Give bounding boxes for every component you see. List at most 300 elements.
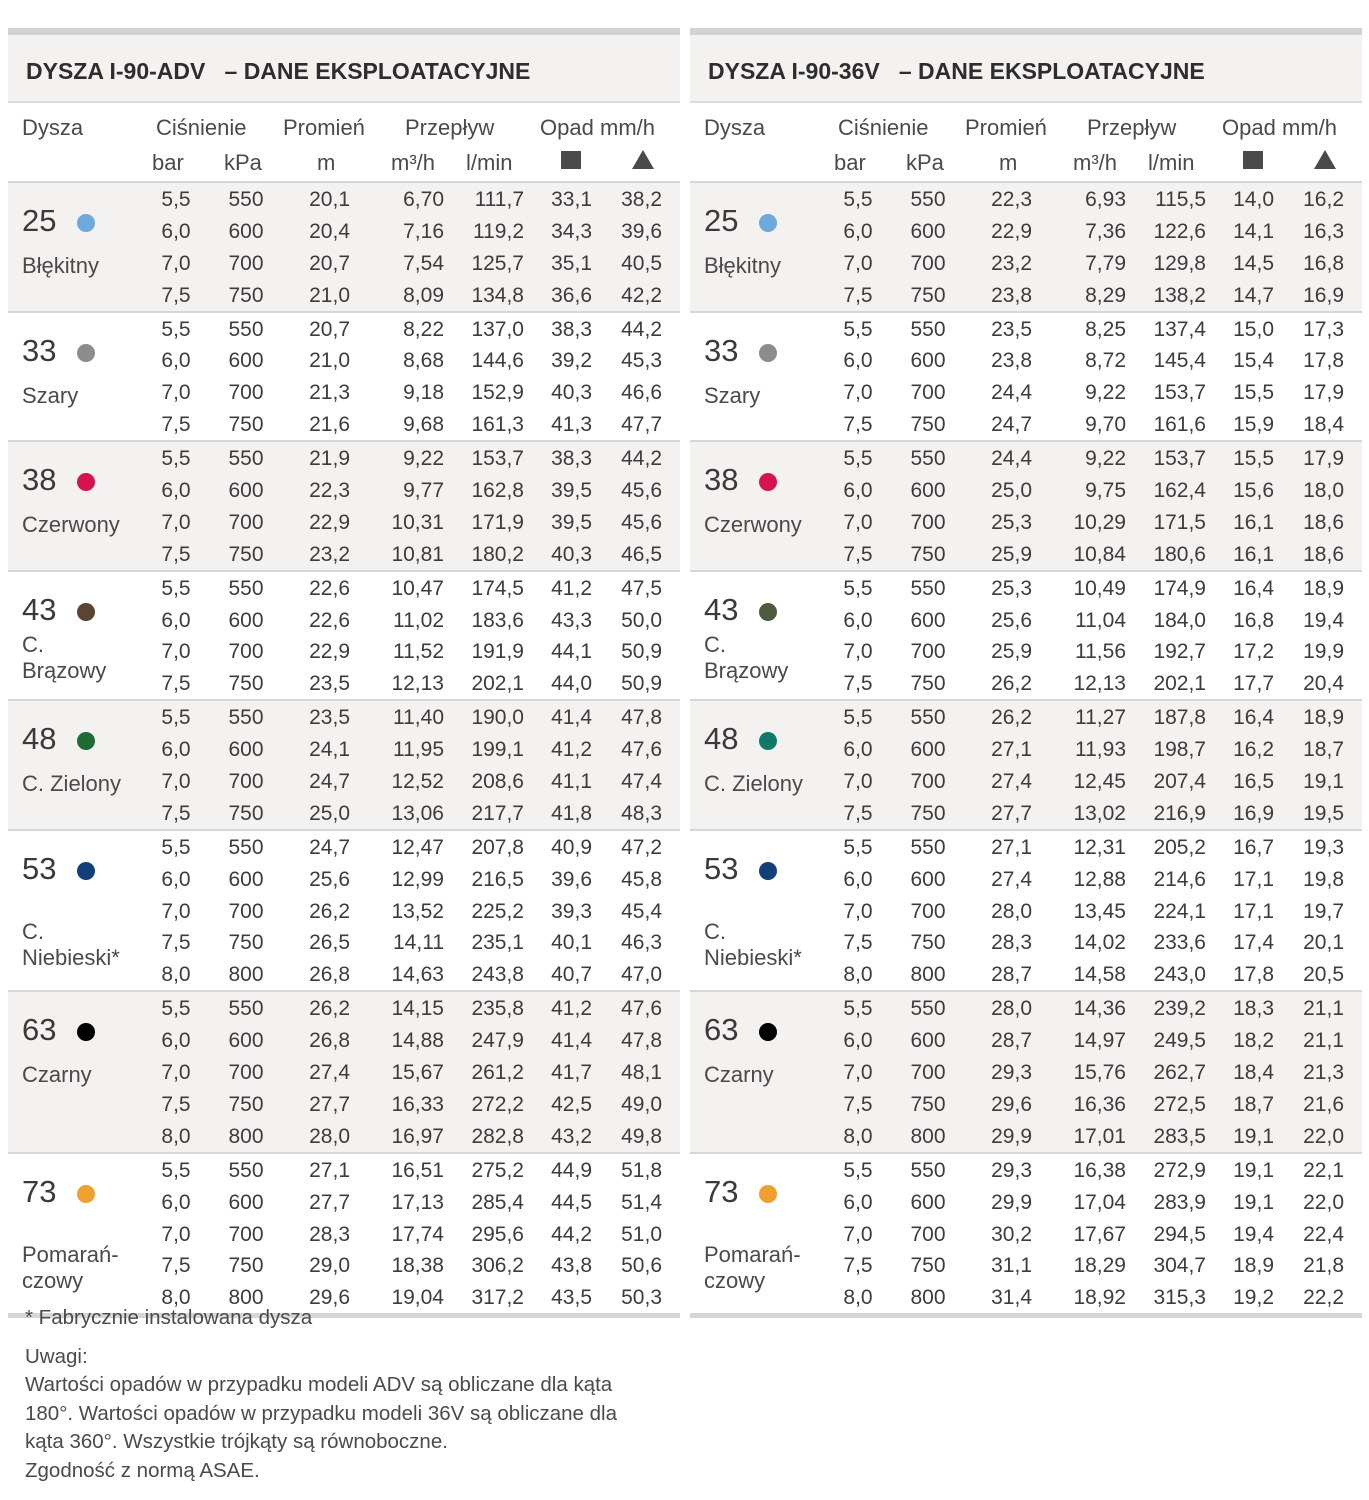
table-cell: 16,7 <box>1233 835 1274 859</box>
nozzle-group-25 <box>8 183 680 313</box>
table-cell: 22,2 <box>1303 1286 1344 1310</box>
table-cell: 50,3 <box>621 1286 662 1310</box>
table-cell: 161,3 <box>471 413 524 437</box>
table-cell: 6,0 <box>161 349 191 373</box>
table-cell: 239,2 <box>1153 997 1206 1021</box>
table-cell: 283,9 <box>1153 1190 1206 1214</box>
table-cell: 24,1 <box>309 738 350 762</box>
table-cell: 11,27 <box>1075 706 1126 730</box>
table-row <box>690 215 1362 247</box>
table-cell: 21,0 <box>309 283 350 307</box>
table-cell: 18,3 <box>1233 997 1274 1021</box>
header-opad-unit: mm/h <box>1282 115 1337 140</box>
table-cell: 30,2 <box>991 1222 1032 1246</box>
table-cell: 41,3 <box>551 413 592 437</box>
header-lmin: l/min <box>1148 150 1195 175</box>
table-row <box>690 572 1362 604</box>
table-cell: 24,7 <box>309 770 350 794</box>
table-cell: 45,4 <box>621 899 662 923</box>
table-cell: 47,2 <box>621 835 662 859</box>
table-cell: 22,1 <box>1303 1158 1344 1182</box>
table-cell: 47,8 <box>621 1029 662 1053</box>
table-cell: 7,0 <box>843 770 873 794</box>
table-cell: 111,7 <box>474 188 524 211</box>
nozzle-color-name: Pomarań- czowy <box>22 1241 119 1293</box>
table-cell: 5,5 <box>843 997 873 1021</box>
table-cell: 23,8 <box>991 349 1032 373</box>
table-cell: 295,6 <box>471 1222 524 1246</box>
table-row <box>8 376 680 408</box>
table-cell: 243,0 <box>1153 963 1206 987</box>
table-row <box>690 733 1362 765</box>
table-cell: 25,3 <box>991 576 1032 600</box>
table-row <box>8 1186 680 1218</box>
table-row <box>8 667 680 699</box>
table-cell: 6,0 <box>843 1029 873 1053</box>
table-cell: 19,8 <box>1303 867 1344 891</box>
table-row <box>690 895 1362 927</box>
table-cell: 15,5 <box>1233 447 1274 471</box>
table-cell: 207,4 <box>1153 770 1206 794</box>
table-body <box>690 183 1362 1318</box>
table-cell: 31,4 <box>991 1286 1032 1310</box>
table-cell: 28,3 <box>309 1222 350 1246</box>
table-cell: 29,3 <box>991 1158 1032 1182</box>
table-cell: 9,22 <box>403 447 444 471</box>
table-cell: 600 <box>910 1029 946 1053</box>
table-cell: 16,51 <box>391 1158 444 1182</box>
table-cell: 29,3 <box>991 1061 1032 1085</box>
table-cell: 26,5 <box>309 931 350 955</box>
nozzle-group-63 <box>690 992 1362 1153</box>
table-cell: 45,6 <box>621 510 662 534</box>
table-cell: 184,0 <box>1153 608 1206 632</box>
table-cell: 261,2 <box>471 1061 524 1085</box>
table-cell: 800 <box>228 1286 264 1310</box>
table-cell: 145,4 <box>1153 349 1206 373</box>
table-cell: 7,0 <box>843 899 873 923</box>
table-cell: 47,4 <box>621 770 662 794</box>
table-cell: 283,5 <box>1153 1124 1206 1148</box>
table-cell: 16,5 <box>1233 770 1274 794</box>
table-cell: 22,6 <box>309 576 350 600</box>
table-cell: 174,5 <box>471 576 524 600</box>
table-cell: 17,8 <box>1233 963 1274 987</box>
table-cell: 41,2 <box>551 997 592 1021</box>
table-cell: 39,2 <box>551 349 592 373</box>
table-cell: 6,70 <box>403 188 444 211</box>
table-cell: 152,9 <box>471 381 524 405</box>
table-cell: 8,0 <box>161 1124 191 1148</box>
nozzle-number: 33 <box>704 332 739 368</box>
header-kpa: kPa <box>906 150 944 175</box>
table-cell: 192,7 <box>1153 640 1206 664</box>
table-cell: 144,6 <box>471 349 524 373</box>
table-cell: 550 <box>228 1158 264 1182</box>
table-cell: 19,4 <box>1233 1222 1274 1246</box>
table-cell: 243,8 <box>471 963 524 987</box>
table-cell: 16,4 <box>1233 706 1274 730</box>
table-cell: 11,40 <box>393 706 444 730</box>
table-cell: 317,2 <box>471 1286 524 1310</box>
table-row <box>690 604 1362 636</box>
table-cell: 5,5 <box>843 1158 873 1182</box>
table-cell: 43,3 <box>551 608 592 632</box>
table-cell: 22,6 <box>309 608 350 632</box>
table-cell: 28,0 <box>991 899 1032 923</box>
table-cell: 16,9 <box>1303 283 1344 307</box>
table-cell: 19,9 <box>1303 640 1344 664</box>
table-cell: 700 <box>910 251 946 275</box>
table-cell: 35,1 <box>551 251 592 275</box>
table-cell: 9,68 <box>403 413 444 437</box>
table-cell: 750 <box>228 413 264 437</box>
table-cell: 6,0 <box>161 479 191 503</box>
table-cell: 550 <box>910 706 946 730</box>
table-cell: 115,5 <box>1155 188 1206 211</box>
table-cell: 7,5 <box>161 413 191 437</box>
table-cell: 20,1 <box>1303 931 1344 955</box>
table-cell: 7,79 <box>1085 251 1126 275</box>
table-cell: 187,8 <box>1153 706 1206 730</box>
table-row <box>8 313 680 345</box>
table-row <box>8 572 680 604</box>
nozzle-number: 48 <box>22 721 57 757</box>
table-cell: 700 <box>228 770 264 794</box>
table-cell: 205,2 <box>1153 835 1206 859</box>
table-cell: 5,5 <box>161 835 191 859</box>
table-cell: 16,8 <box>1233 608 1274 632</box>
table-cell: 5,5 <box>161 706 191 730</box>
table-cell: 24,4 <box>991 381 1032 405</box>
table-cell: 18,7 <box>1303 738 1344 762</box>
table-cell: 39,5 <box>551 510 592 534</box>
table-cell: 17,67 <box>1073 1222 1126 1246</box>
table-cell: 28,3 <box>991 931 1032 955</box>
table-cell: 7,5 <box>161 672 191 696</box>
table-cell: 17,1 <box>1233 867 1274 891</box>
nozzle-group-53 <box>690 831 1362 992</box>
table-cell: 21,1 <box>1303 997 1344 1021</box>
table-cell: 600 <box>910 867 946 891</box>
table-cell: 13,06 <box>391 801 444 825</box>
table-cell: 46,5 <box>621 542 662 566</box>
table-cell: 10,29 <box>1073 510 1126 534</box>
header-przeplyw: Przepływ <box>405 115 495 140</box>
header-bar: bar <box>834 150 866 175</box>
table-cell: 7,0 <box>161 1222 191 1246</box>
table-cell: 25,6 <box>309 867 350 891</box>
table-row <box>690 635 1362 667</box>
table-cell: 16,1 <box>1233 510 1274 534</box>
table-cell: 6,0 <box>843 1190 873 1214</box>
top-rule <box>690 28 1362 35</box>
table-cell: 11,04 <box>1075 608 1126 632</box>
table-cell: 24,4 <box>991 447 1032 471</box>
table-cell: 15,0 <box>1233 317 1274 341</box>
table-cell: 21,0 <box>309 349 350 373</box>
table-cell: 190,0 <box>471 706 524 730</box>
table-cell: 22,9 <box>309 510 350 534</box>
table-cell: 18,9 <box>1303 706 1344 730</box>
table-cell: 42,5 <box>551 1092 592 1116</box>
table-row <box>8 895 680 927</box>
header-bar: bar <box>152 150 184 175</box>
table-cell: 41,7 <box>551 1061 592 1085</box>
table-cell: 19,7 <box>1303 899 1344 923</box>
nozzle-group-33 <box>8 313 680 443</box>
table-cell: 17,7 <box>1233 672 1274 696</box>
table-cell: 700 <box>910 1061 946 1085</box>
table-row <box>690 926 1362 958</box>
table-cell: 12,45 <box>1073 770 1126 794</box>
nozzle-number: 63 <box>704 1012 739 1048</box>
table-row <box>690 765 1362 797</box>
table-cell: 750 <box>910 931 946 955</box>
table-cell: 15,67 <box>391 1061 444 1085</box>
table-cell: 800 <box>910 1124 946 1148</box>
table-cell: 41,1 <box>551 770 592 794</box>
table-cell: 7,16 <box>403 219 444 243</box>
table-cell: 11,02 <box>393 608 444 632</box>
table-row <box>690 863 1362 895</box>
table-cell: 47,5 <box>621 576 662 600</box>
table-cell: 119,2 <box>473 219 524 243</box>
table-cell: 233,6 <box>1153 931 1206 955</box>
table-cell: 14,97 <box>1073 1029 1126 1053</box>
table-row <box>8 1154 680 1186</box>
table-row <box>690 1249 1362 1281</box>
table-cell: 38,3 <box>551 317 592 341</box>
table-cell: 14,1 <box>1233 219 1274 243</box>
table-cell: 29,0 <box>309 1254 350 1278</box>
table-cell: 45,3 <box>621 349 662 373</box>
table-cell: 19,04 <box>391 1286 444 1310</box>
nozzle-color-name: Szary <box>22 382 79 408</box>
table-row <box>690 344 1362 376</box>
table-cell: 8,72 <box>1085 349 1126 373</box>
table-cell: 202,1 <box>471 672 524 696</box>
table-adv <box>8 28 680 1318</box>
table-cell: 21,1 <box>1303 1029 1344 1053</box>
nozzle-color-name: Błękitny <box>704 253 782 278</box>
table-cell: 315,3 <box>1153 1286 1206 1310</box>
header-m3h: m³/h <box>1073 150 1117 175</box>
table-cell: 39,6 <box>551 867 592 891</box>
header-opad-unit: mm/h <box>600 115 655 140</box>
table-cell: 45,6 <box>621 479 662 503</box>
table-cell: 6,0 <box>161 867 191 891</box>
table-cell: 600 <box>910 608 946 632</box>
table-cell: 8,68 <box>403 349 444 373</box>
table-cell: 7,5 <box>843 283 873 307</box>
table-cell: 217,7 <box>471 801 524 825</box>
table-cell: 180,6 <box>1153 542 1206 566</box>
table-cell: 8,25 <box>1085 317 1126 341</box>
uwagi-label: Uwagi: <box>25 1344 88 1368</box>
table-cell: 9,70 <box>1085 413 1126 437</box>
table-cell: 208,6 <box>471 770 524 794</box>
table-cell: 750 <box>910 1092 946 1116</box>
table-cell: 7,0 <box>161 770 191 794</box>
table-cell: 42,2 <box>621 283 662 307</box>
table-cell: 800 <box>910 963 946 987</box>
table-cell: 153,7 <box>1153 447 1206 471</box>
table-row <box>8 442 680 474</box>
table-cell: 174,9 <box>1153 576 1206 600</box>
nozzle-group-63 <box>8 992 680 1153</box>
table-cell: 9,18 <box>403 381 444 405</box>
table-row <box>690 247 1362 279</box>
table-cell: 7,5 <box>843 801 873 825</box>
table-cell: 28,0 <box>991 997 1032 1021</box>
table-cell: 17,74 <box>391 1222 444 1246</box>
table-cell: 27,4 <box>309 1061 350 1085</box>
table-cell: 18,2 <box>1233 1029 1274 1053</box>
table-cell: 17,8 <box>1303 349 1344 373</box>
table-cell: 550 <box>910 317 946 341</box>
table-cell: 6,0 <box>161 1029 191 1053</box>
table-cell: 41,4 <box>551 1029 592 1053</box>
header-lmin: l/min <box>466 150 513 175</box>
table-cell: 134,8 <box>471 283 524 307</box>
table-cell: 550 <box>910 447 946 471</box>
table-cell: 216,9 <box>1153 801 1206 825</box>
table-cell: 5,5 <box>843 188 873 211</box>
table-cell: 7,0 <box>161 640 191 664</box>
table-cell: 43,8 <box>551 1254 592 1278</box>
nozzle-color-name: C. Niebieski* <box>704 918 802 970</box>
table-cell: 23,5 <box>309 706 350 730</box>
table-cell: 600 <box>910 738 946 762</box>
table-cell: 294,5 <box>1153 1222 1206 1246</box>
table-cell: 14,63 <box>391 963 444 987</box>
nozzle-color-name: Czerwony <box>22 512 120 538</box>
nozzle-color-name: Czarny <box>704 1062 774 1088</box>
table-cell: 11,93 <box>1075 738 1126 762</box>
header-opad: Opad <box>540 115 594 140</box>
header-promien: Promień <box>283 115 365 140</box>
table-cell: 6,0 <box>843 608 873 632</box>
table-cell: 7,0 <box>161 251 191 275</box>
table-cell: 25,3 <box>991 510 1032 534</box>
nozzle-group-38 <box>690 442 1362 572</box>
table-row <box>690 667 1362 699</box>
table-cell: 183,6 <box>471 608 524 632</box>
table-cell: 40,5 <box>621 251 662 275</box>
table-cell: 22,9 <box>309 640 350 664</box>
table-cell: 18,4 <box>1233 1061 1274 1085</box>
table-cell: 17,3 <box>1303 317 1344 341</box>
table-cell: 19,1 <box>1303 770 1344 794</box>
nozzle-color-name: C. Zielony <box>704 771 804 797</box>
table-cell: 12,99 <box>391 867 444 891</box>
table-cell: 272,9 <box>1153 1158 1206 1182</box>
table-cell: 5,5 <box>161 317 191 341</box>
nozzle-color-name: C. Zielony <box>22 771 122 797</box>
table-cell: 247,9 <box>471 1029 524 1053</box>
table-cell: 7,5 <box>161 1254 191 1278</box>
table-cell: 18,92 <box>1073 1286 1126 1310</box>
table-cell: 25,0 <box>309 801 350 825</box>
table-cell: 26,2 <box>991 672 1032 696</box>
table-cell: 7,5 <box>843 931 873 955</box>
header-promien: Promień <box>965 115 1047 140</box>
table-cell: 7,5 <box>843 1092 873 1116</box>
table-cell: 6,0 <box>843 349 873 373</box>
table-cell: 224,1 <box>1153 899 1206 923</box>
table-row <box>690 538 1362 570</box>
table-cell: 800 <box>910 1286 946 1310</box>
table-cell: 7,0 <box>161 899 191 923</box>
table-cell: 550 <box>228 317 264 341</box>
table-row <box>8 992 680 1024</box>
table-cell: 38,2 <box>621 188 662 211</box>
table-row <box>8 506 680 538</box>
table-cell: 8,0 <box>161 963 191 987</box>
table-cell: 47,6 <box>621 738 662 762</box>
table-cell: 304,7 <box>1153 1254 1206 1278</box>
table-cell: 6,0 <box>161 608 191 632</box>
table-cell: 8,22 <box>403 317 444 341</box>
table-cell: 235,1 <box>471 931 524 955</box>
table-cell: 14,11 <box>393 931 444 955</box>
table-row <box>690 1281 1362 1313</box>
table-cell: 22,9 <box>991 219 1032 243</box>
table-cell: 49,0 <box>621 1092 662 1116</box>
header-m: m <box>317 150 336 175</box>
table-cell: 9,77 <box>403 479 444 503</box>
table-cell: 27,4 <box>991 770 1032 794</box>
table-cell: 22,0 <box>1303 1124 1344 1148</box>
nozzle-group-43 <box>8 572 680 702</box>
table-cell: 7,0 <box>843 510 873 534</box>
table-cell: 800 <box>228 963 264 987</box>
table-cell: 11,52 <box>393 640 444 664</box>
table-cell: 41,2 <box>551 738 592 762</box>
table-cell: 46,3 <box>621 931 662 955</box>
table-cell: 12,31 <box>1073 835 1126 859</box>
table-cell: 44,2 <box>621 317 662 341</box>
table-cell: 8,0 <box>843 1124 873 1148</box>
table-cell: 5,5 <box>161 1158 191 1182</box>
table-cell: 22,4 <box>1303 1222 1344 1246</box>
table-cell: 33,1 <box>551 188 592 211</box>
table-cell: 39,6 <box>621 219 662 243</box>
table-cell: 15,6 <box>1233 479 1274 503</box>
table-cell: 17,4 <box>1233 931 1274 955</box>
table-cell: 19,5 <box>1303 801 1344 825</box>
table-cell: 15,76 <box>1073 1061 1126 1085</box>
table-cell: 272,5 <box>1153 1092 1206 1116</box>
table-cell: 750 <box>228 283 264 307</box>
table-cell: 28,7 <box>991 963 1032 987</box>
nozzle-number: 53 <box>22 850 57 886</box>
table-cell: 24,7 <box>309 835 350 859</box>
header-cisnienie: Ciśnienie <box>156 115 247 140</box>
nozzle-group-38 <box>8 442 680 572</box>
table-cell: 41,2 <box>551 576 592 600</box>
table-cell: 41,4 <box>551 706 592 730</box>
table-cell: 18,9 <box>1233 1254 1274 1278</box>
note-line-4: Zgodność z normą ASAE. <box>25 1458 260 1482</box>
table-cell: 125,7 <box>471 251 524 275</box>
table-cell: 5,5 <box>843 706 873 730</box>
header-opad: Opad <box>1222 115 1276 140</box>
table-row <box>690 1024 1362 1056</box>
table-cell: 19,1 <box>1233 1190 1274 1214</box>
table-row <box>690 1088 1362 1120</box>
